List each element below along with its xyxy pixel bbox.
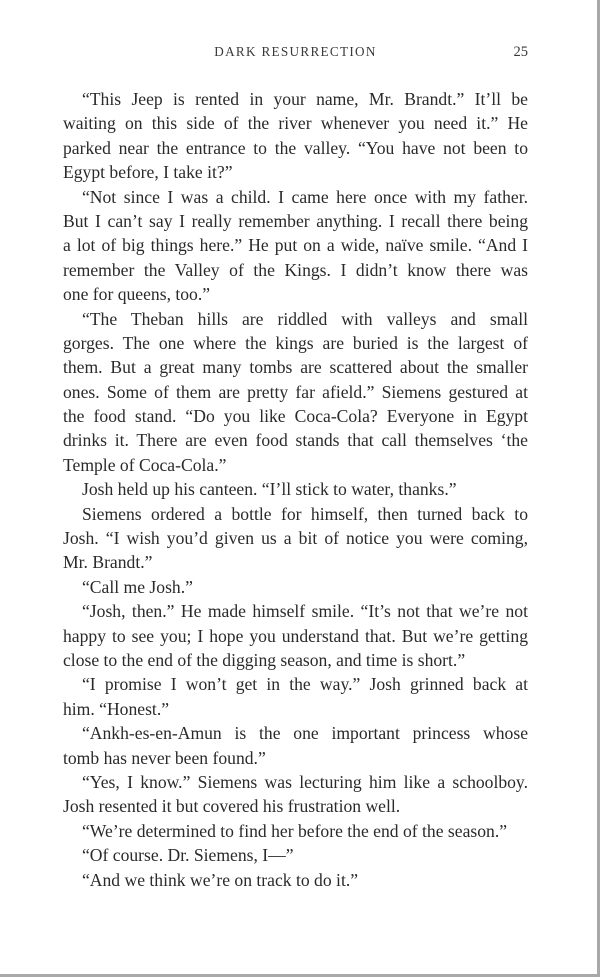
text-line: Josh held up his canteen. “I’ll stick to water, thanks.” [82, 479, 457, 500]
text-line: tomb has never been found.” [63, 747, 266, 768]
text-line: “Call me Josh.” [82, 576, 193, 597]
text-line: Josh. “I wish you’d given us a bit of notice you were coming, [63, 528, 528, 549]
text-line: “And we think we’re on track to do it.” [82, 869, 359, 890]
text-line: close to the end of the digging season, and time is short.” [63, 649, 466, 670]
text-line: “I promise I won’t get in the way.” Josh grinned back at [82, 674, 528, 695]
text-line: gorges. The one where the kings are buried is the largest of [63, 332, 528, 353]
text-line: Siemens ordered a bottle for himself, then turned back to [82, 503, 528, 524]
text-line: Egypt before, I take it?” [63, 162, 233, 183]
text-line: “Not since I was a child. I came here once with my father. [82, 186, 528, 207]
text-line: ones. Some of them are pretty far afield.” Siemens gestured at [63, 381, 528, 402]
text-line: “Josh, then.” He made himself smile. “It’s not that we’re not [82, 601, 528, 622]
text-line: happy to see you; I hope you understand that. But we’re getting [63, 625, 528, 646]
text-line: waiting on this side of the river whenever you need it.” He [63, 113, 528, 134]
text-line: But I can’t say I really remember anything. I recall there being [63, 210, 528, 231]
text-line: “Yes, I know.” Siemens was lecturing him like a schoolboy. [82, 771, 528, 792]
text-line: “Ankh-es-en-Amun is the one important princess whose [82, 723, 528, 744]
text-line: Mr. Brandt.” [63, 552, 153, 573]
book-title-header: DARK RESURRECTION [214, 44, 377, 59]
running-head [63, 44, 528, 66]
body-text [63, 87, 528, 892]
text-line: “Of course. Dr. Siemens, I—” [82, 845, 294, 866]
text-line: parked near the entrance to the valley. “You have not been to [63, 137, 528, 158]
text-line: one for queens, too.” [63, 284, 211, 305]
text-line: them. But a great many tombs are scattered about the smaller [63, 357, 528, 378]
text-line: “The Theban hills are riddled with valleys and small [82, 308, 528, 329]
text-line: remember the Valley of the Kings. I didn’t know there was [63, 259, 528, 280]
text-line: the food stand. “Do you like Coca-Cola? Everyone in Egypt [63, 406, 528, 427]
text-line: Temple of Coca-Cola.” [63, 454, 227, 475]
text-line: a lot of big things here.” He put on a wide, naïve smile. “And I [63, 235, 528, 256]
text-line: Josh resented it but covered his frustration well. [63, 796, 401, 817]
text-line: “This Jeep is rented in your name, Mr. Brandt.” It’ll be [82, 89, 528, 109]
text-line: him. “Honest.” [63, 698, 170, 719]
text-line: drinks it. There are even food stands that call themselves ‘the [63, 430, 528, 451]
text-line: “We’re determined to find her before the end of the season.” [82, 820, 508, 841]
page-number: 25 [513, 44, 528, 60]
